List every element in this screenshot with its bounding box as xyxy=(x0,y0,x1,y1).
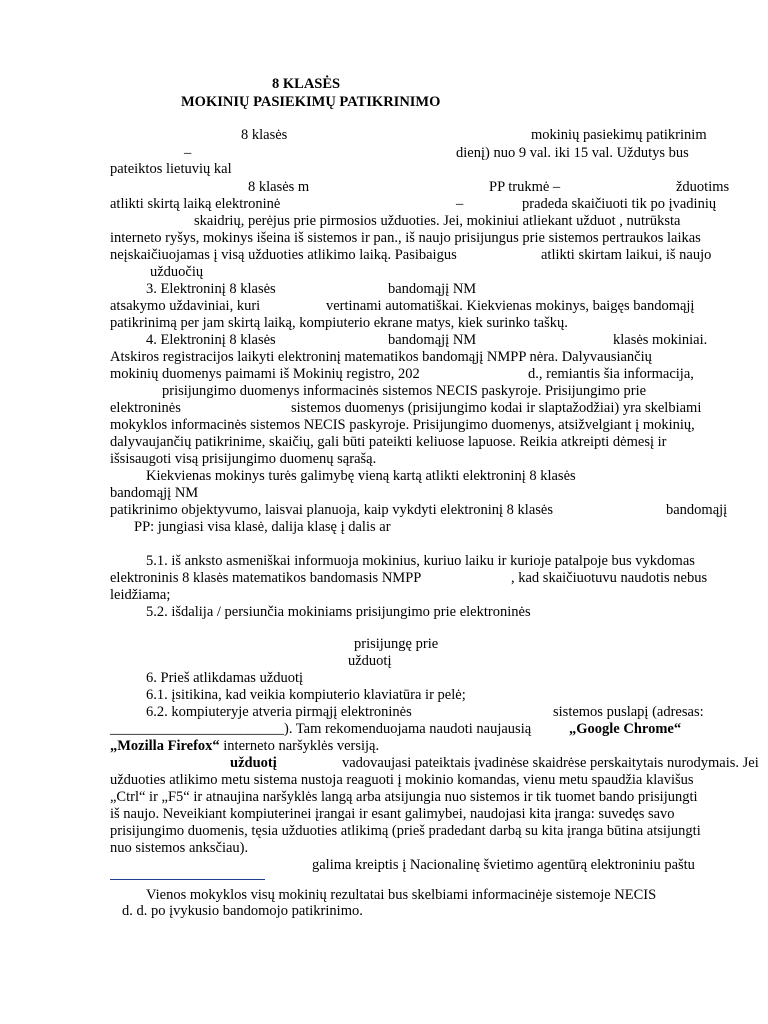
p22-text: bandomąjį NM xyxy=(110,485,199,501)
p11-text-a: atsakymo uždaviniai, kuri xyxy=(110,298,261,314)
p29-text: prisijungę prie xyxy=(354,636,439,652)
p17-text-b: sistemos duomenys (prisijungimo kodai ir slaptažodžiai) yra skelbiami xyxy=(291,400,702,416)
p7-text: interneto ryšys, mokinys išeina iš sistemos ir pan., iš naujo prisijungus prie sistemos pertraukos laikas xyxy=(110,230,701,246)
p14-text: Atskiros registracijos laikyti elektroninį matematikos bandomąjį NMPP nėra. Dalyvausiančių xyxy=(110,349,652,365)
p10-text-b: bandomąjį NM xyxy=(388,281,477,297)
p25-text: 5.1. iš anksto asmeniškai informuoja mokinius, kuriuo laiku ir kurioje patalpoje bus vykdomas xyxy=(146,553,695,569)
p8-text-a: neįskaičiuojamas į visą užduoties atlikimo laiką. Pasibaigus xyxy=(110,247,457,263)
p34-text-b: „Google Chrome“ xyxy=(569,721,682,737)
p23-text-a: patikrinimo objektyvumo, laisvai planuoja, kaip vykdyti elektroninį 8 klasės xyxy=(110,502,553,518)
p31-text: 6. Prieš atlikdamas užduotį xyxy=(146,670,304,686)
p13-text-b: bandomąjį NM xyxy=(388,332,477,348)
p15-text-a: mokinių duomenys paimami iš Mokinių registro, 202 xyxy=(110,366,420,382)
p33-text-b: sistemos puslapį (adresas: xyxy=(553,704,704,720)
p36-text-b: vadovaujasi pateiktais įvadinėse skaidrėse perskaitytais nurodymais. Jei xyxy=(342,755,759,771)
title-line-1: 8 KLASĖS xyxy=(272,76,341,92)
p2-text: dienį) nuo 9 val. iki 15 val. Uždutys bus xyxy=(456,145,689,161)
p4-text-c: žduotims xyxy=(676,179,730,195)
footnote-line-2: d. d. po įvykusio bandomojo patikrinimo. xyxy=(122,903,363,919)
p34-text-a: ________________________). Tam rekomenduojama naudoti naujausią xyxy=(110,721,532,737)
p30-text: užduotį xyxy=(348,653,392,669)
p35-text-b: interneto naršyklės versiją. xyxy=(219,738,380,754)
p17-text-a: elektroninės xyxy=(110,400,181,416)
p1-text-b: mokinių pasiekimų patikrinim xyxy=(531,127,707,143)
p15-text-b: d., remiantis šia informacija, xyxy=(528,366,694,382)
p11-text-b: vertinami automatiškai. Kiekvienas mokinys, baigęs bandomąjį xyxy=(326,298,695,314)
p16-text: prisijungimo duomenys informacinės sistemos NECIS paskyroje. Prisijungimo prie xyxy=(162,383,647,399)
p4-text-a: 8 klasės m xyxy=(248,179,310,195)
p6-text: skaidrių, perėjus prie pirmosios užduoties. Jei, mokiniui atliekant užduot , nutrūksta xyxy=(194,213,681,229)
p5-text-a: atlikti skirtą laiką elektroninė xyxy=(110,196,281,212)
p35-text-a: „Mozilla Firefox“ xyxy=(110,738,220,754)
p9-text: užduočių xyxy=(150,264,204,280)
p18-text: mokyklos informacinės sistemos NECIS paskyroje. Prisijungimo duomenys, atsižvelgiant į mokinių, xyxy=(110,417,695,433)
p1-text-a: 8 klasės xyxy=(241,127,288,143)
p27-text: leidžiama; xyxy=(110,587,171,603)
p32-text: 6.1. įsitikina, kad veikia kompiuterio klaviatūra ir pelė; xyxy=(146,687,466,703)
p8-text-b: atlikti skirtam laikui, iš naujo xyxy=(541,247,712,263)
p13-text-a: 4. Elektroninį 8 klasės xyxy=(146,332,276,348)
footnote-separator xyxy=(110,879,265,880)
p10-text-a: 3. Elektroninį 8 klasės xyxy=(146,281,276,297)
p33-text-a: 6.2. kompiuteryje atveria pirmąjį elektroninės xyxy=(146,704,412,720)
p28-text: 5.2. išdalija / persiunčia mokiniams prisijungimo prie elektroninės xyxy=(146,604,531,620)
p4-text-b: PP trukmė – xyxy=(489,179,561,195)
p5-dash: – xyxy=(456,196,464,212)
p39-text: iš naujo. Neveikiant kompiuterinei įrangai ir esant galimybei, naudojasi kita įranga: suvedęs savo xyxy=(110,806,675,822)
p36-text-a: užduotį xyxy=(230,755,277,771)
p5-text-c: pradeda skaičiuoti tik po įvadinių xyxy=(522,196,717,212)
p23-text-b: bandomąjį xyxy=(666,502,728,518)
p13-text-c: klasės mokiniai. xyxy=(613,332,708,348)
p24-text: PP: jungiasi visa klasė, dalija klasę į dalis ar xyxy=(134,519,391,535)
p12-text: patikrinimą per jam skirtą laiką, kompiuterio ekrane matys, kiek surinko taškų. xyxy=(110,315,568,331)
p37-text: užduoties atlikimo metu sistema nustoja reaguoti į mokinio komandas, vienu metu spaudžia klavišus xyxy=(110,772,694,788)
p2-dash: – xyxy=(184,145,192,161)
p19-text: dalyvaujančių patikrinime, skaičių, gali būti pateikti keliuose lapuose. Reikia atkreipti dėmesį ir xyxy=(110,434,667,450)
p21-text: Kiekvienas mokinys turės galimybę vieną kartą atlikti elektroninį 8 klasės xyxy=(146,468,576,484)
footnote-line-1: Vienos mokyklos visų mokinių rezultatai bus skelbiami informacinėje sistemoje NECIS xyxy=(146,887,657,903)
p3-text: pateiktos lietuvių kal xyxy=(110,161,232,177)
p20-text: išsisaugoti visą prisijungimo duomenų sąrašą. xyxy=(110,451,377,467)
p40-text: prisijungimo duomenis, tęsia užduoties atlikimą (prieš pradedant darbą su kita įranga būtina atsijungti xyxy=(110,823,701,839)
p26-text-a: elektroninis 8 klasės matematikos bandomasis NMPP xyxy=(110,570,422,586)
p26-text-b: , kad skaičiuotuvu naudotis nebus xyxy=(511,570,708,586)
title-line-2: MOKINIŲ PASIEKIMŲ PATIKRINIMO xyxy=(181,94,441,110)
p42-text: galima kreiptis į Nacionalinę švietimo agentūrą elektroniniu paštu xyxy=(312,857,695,873)
p38-text: „Ctrl“ ir „F5“ ir atnaujina naršyklės langą arba atsijungia nuo sistemos ir tik tuomet bando prisijungti xyxy=(110,789,698,805)
p41-text: nuo sistemos anksčiau). xyxy=(110,840,249,856)
